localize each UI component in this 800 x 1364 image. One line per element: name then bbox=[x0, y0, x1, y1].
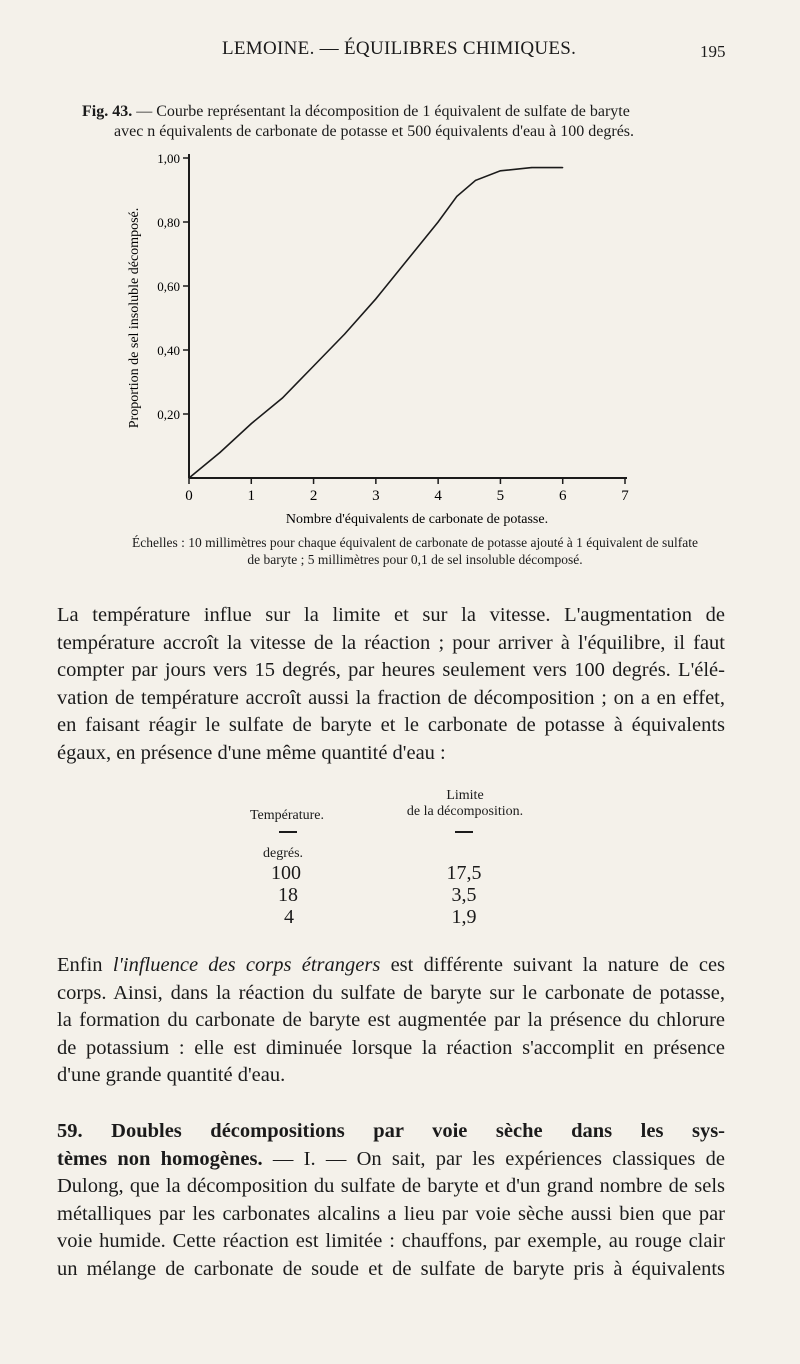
caption-line-1: — Courbe représentant la décomposition de 1 équivalent de sulfate de baryte bbox=[132, 103, 630, 120]
page-header bbox=[0, 38, 800, 68]
data-point bbox=[251, 423, 252, 424]
table-cell-temperature: 4 bbox=[284, 906, 294, 928]
paragraph-foreign-bodies bbox=[57, 952, 725, 1090]
data-point bbox=[220, 452, 221, 453]
y-axis-label: Proportion de sel insoluble décomposé. bbox=[127, 207, 142, 429]
data-point bbox=[375, 298, 376, 299]
paragraph-line: égaux, en présence d'une même quantité d'eau : bbox=[57, 741, 446, 764]
table-cell-temperature: 100 bbox=[271, 862, 301, 884]
paragraph-line: La température influe sur la limite et sur la vitesse. L'augmentation de bbox=[57, 604, 725, 626]
page-number: 195 bbox=[700, 42, 726, 61]
paragraph-line-rich: Enfin l'influence des corps étrangers est différente suivant la nature de ces bbox=[57, 954, 726, 976]
table-header-limit-1: Limite bbox=[446, 788, 484, 803]
data-point bbox=[531, 167, 532, 168]
section-59 bbox=[57, 1118, 725, 1283]
table-cell-limit: 3,5 bbox=[451, 884, 477, 906]
paragraph-line: vation de température accroît aussi la fraction de décomposition ; on a en effet, bbox=[57, 686, 725, 709]
scales-note-line-2: de baryte ; 5 millimètres pour 0,1 de sel insoluble décomposé. bbox=[247, 552, 583, 567]
data-point bbox=[562, 167, 563, 168]
decomposition-chart bbox=[0, 140, 800, 540]
table-cell-temperature: 18 bbox=[278, 884, 298, 906]
data-point bbox=[475, 180, 476, 181]
x-tick-label: 7 bbox=[621, 488, 629, 504]
y-tick-label: 1,00 bbox=[157, 151, 180, 166]
section-heading: 59. Doubles décompositions par voie sèche dans les sys- bbox=[57, 1120, 725, 1142]
table-cell-limit: 1,9 bbox=[451, 906, 477, 928]
paragraph-line: température accroît la vitesse de la réaction ; pour arriver à l'équilibre, il faut bbox=[57, 631, 725, 654]
x-tick-label: 0 bbox=[185, 488, 193, 504]
table-header-temperature: Température. bbox=[249, 808, 325, 823]
scales-note bbox=[120, 534, 710, 568]
scales-note-line-1: Échelles : 10 millimètres pour chaque équivalent de carbonate de potasse ajouté à 1 équivalent de sulfate bbox=[131, 535, 699, 550]
table-rule bbox=[455, 831, 473, 833]
paragraph-line: d'une grande quantité d'eau. bbox=[57, 1064, 286, 1086]
y-tick-label: 0,60 bbox=[157, 279, 180, 294]
series-line bbox=[189, 168, 563, 478]
x-tick-label: 6 bbox=[558, 488, 567, 504]
running-title: LEMOINE. — ÉQUILIBRES CHIMIQUES. bbox=[222, 38, 577, 59]
caption-line-2: avec n équivalents de carbonate de potasse et 500 équivalents d'eau à 100 degrés. bbox=[114, 123, 635, 140]
paragraph-line: compter par jours vers 15 degrés, par heures seulement vers 100 degrés. L'élé- bbox=[57, 659, 725, 681]
y-tick-label: 0,20 bbox=[157, 407, 180, 422]
paragraph-line: la formation du carbonate de baryte est augmentée par la présence du chlorure bbox=[57, 1009, 725, 1031]
x-axis-label: Nombre d'équivalents de carbonate de potasse. bbox=[285, 512, 549, 527]
table-header-limit-2: de la décomposition. bbox=[406, 804, 524, 819]
y-tick-label: 0,40 bbox=[157, 343, 180, 358]
paragraph-temperature bbox=[57, 602, 725, 767]
section-line-rest: — I. — On sait, par les expériences classiques de bbox=[262, 1147, 725, 1170]
temperature-table bbox=[0, 780, 800, 930]
table-cell-limit: 17,5 bbox=[446, 862, 482, 884]
table-rule bbox=[279, 831, 297, 833]
data-point bbox=[188, 477, 189, 478]
figure-label: Fig. 43. bbox=[82, 103, 133, 120]
figure-caption bbox=[82, 102, 742, 142]
section-heading-line-2 bbox=[57, 1146, 725, 1174]
data-point bbox=[282, 397, 283, 398]
x-tick-label: 2 bbox=[309, 488, 318, 504]
paragraph-line: Dulong, que la décomposition du sulfate de baryte et d'un grand nombre de sels bbox=[57, 1175, 725, 1197]
data-point bbox=[406, 260, 407, 261]
x-tick-label: 4 bbox=[434, 488, 442, 504]
x-tick-label: 3 bbox=[372, 488, 380, 504]
paragraph-line: de potassium : elle est diminuée lorsque la réaction s'accomplit en présence bbox=[57, 1036, 725, 1059]
data-point bbox=[500, 170, 501, 171]
y-tick-label: 0,80 bbox=[157, 215, 180, 230]
paragraph-line: métalliques par les carbonates alcalins a lieu par voie sèche aussi bien que par bbox=[57, 1202, 725, 1225]
x-tick-label: 5 bbox=[496, 488, 505, 504]
data-point bbox=[344, 333, 345, 334]
paragraph-line: en faisant réagir le sulfate de baryte et le carbonate de potasse à équivalents bbox=[57, 714, 725, 736]
data-point bbox=[313, 365, 314, 366]
figure-43 bbox=[0, 140, 800, 540]
table-unit: degrés. bbox=[263, 846, 304, 861]
paragraph-line: corps. Ainsi, dans la réaction du sulfate de baryte sur le carbonate de potasse, bbox=[57, 981, 725, 1004]
data-point bbox=[456, 196, 457, 197]
x-tick-label: 1 bbox=[247, 488, 256, 504]
data-point bbox=[438, 221, 439, 222]
section-heading-continued: tèmes non homogènes. bbox=[57, 1147, 263, 1170]
paragraph-line: un mélange de carbonate de soude et de sulfate de baryte pris à équivalents bbox=[57, 1257, 725, 1280]
paragraph-line: voie humide. Cette réaction est limitée : chauffons, par exemple, au rouge clair bbox=[57, 1230, 725, 1252]
